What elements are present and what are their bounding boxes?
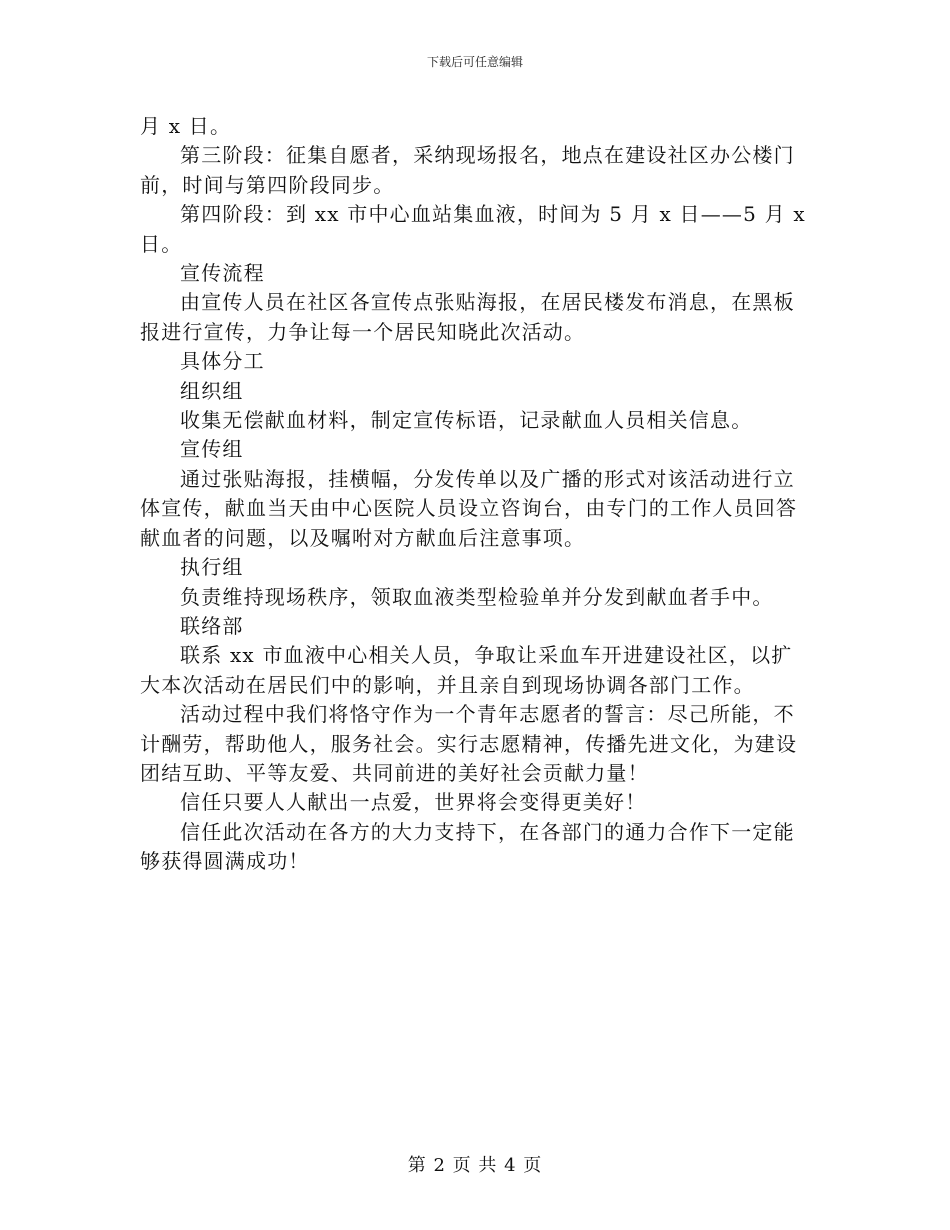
paragraph-belief-success: 信任此次活动在各方的大力支持下，在各部门的通力合作下一定能够获得圆满成功！ [140,819,795,874]
paragraph-execution-group: 负责维持现场秩序，领取血液类型检验单并分发到献血者手中。 [180,584,774,609]
paragraph-liaison-department: 联系 xx 市血液中心相关人员，争取让采血车开进建设社区，以扩大本次活动在居民们中的影响，并且亲自到现场协调各部门工作。 [140,643,793,697]
heading-execution-group: 执行组 [180,555,244,580]
paragraph-volunteer-oath: 活动过程中我们将恪守作为一个青年志愿者的誓言：尽己所能，不计酬劳，帮助他人，服务社会。实行志愿精神，传播先进文化，为建设团结互助、平等友爱、共同前进的美好社会贡献力量！ [140,702,798,785]
paragraph-belief-love: 信任只要人人献出一点爱，世界将会变得更美好！ [180,790,647,815]
paragraph-organization-group: 收集无偿献血材料，制定宣传标语，记录献血人员相关信息。 [180,408,753,433]
paragraph-publicity-group: 通过张贴海报，挂横幅，分发传单以及广播的形式对该活动进行立体宣传，献血当天由中心医院人员设立咨询台，由专门的工作人员回答献血者的问题，以及嘱咐对方献血后注意事项。 [140,466,798,550]
heading-publicity-process: 宣传流程 [180,261,265,286]
heading-publicity-group: 宣传组 [180,437,244,462]
heading-liaison-department: 联络部 [180,613,244,638]
document-body [140,112,808,877]
heading-division-of-labor: 具体分工 [180,349,265,374]
heading-organization-group: 组织组 [180,378,244,403]
paragraph-continuation: 月 x 日。 [140,114,232,138]
page-header: 下载后可任意编辑 [426,55,523,69]
paragraph-phase-three: 第三阶段：征集自愿者，采纳现场报名，地点在建设社区办公楼门前，时间与第四阶段同步。 [140,143,795,197]
page-footer: 第 2 页 共 4 页 [407,1155,543,1176]
paragraph-publicity-process: 由宣传人员在社区各宣传点张贴海报，在居民楼发布消息，在黑板报进行宣传，力争让每一个居民知晓此次活动。 [140,290,795,344]
paragraph-phase-four: 第四阶段：到 xx 市中心血站集血液，时间为 5 月 x 日——5 月 x 日。 [140,202,806,256]
